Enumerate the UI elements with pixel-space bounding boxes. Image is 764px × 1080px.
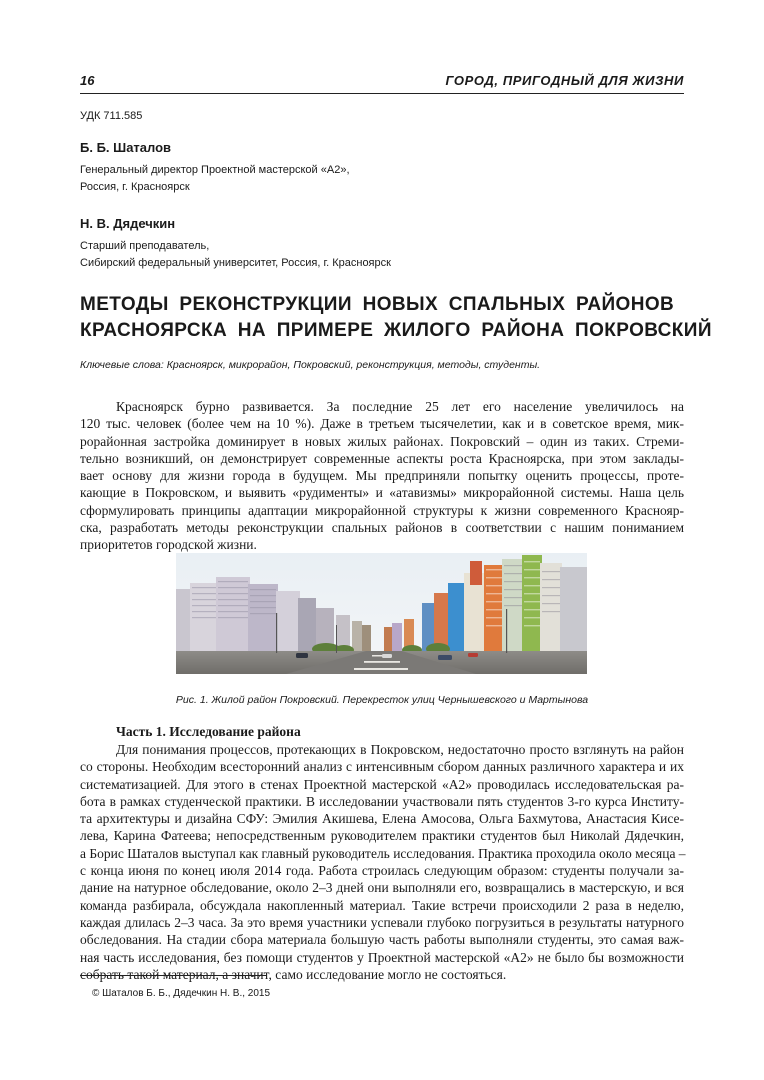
affiliation-line: Старший преподаватель, [80,240,210,252]
author-affiliation [80,238,391,272]
udk-code: УДК 711.585 [80,110,143,122]
text-line: систематизацией. Для этого в стенах Проектной мастерской «А2» проводилась исследовательская ра- [80,776,684,792]
text-line: дание на натурное обследование, около 2–3 дней они выполняли его, возвращались в мастерскую, и вся [80,880,684,896]
text-line: команда разбирала, обсуждала накопленный материал. Такие встречи происходили 2 раза в неделю, [80,897,684,913]
figure-caption: Рис. 1. Жилой район Покровский. Перекресток улиц Чернышевского и Мартынова [175,694,589,706]
text-line: обследования. На стадии сбора материала большую часть работы выполняли студенты, это самая важ- [80,932,684,948]
district-photo [176,553,587,674]
section-paragraph [80,741,684,983]
text-line: Для понимания процессов, протекающих в Покровском, недостаточно просто взглянуть на район [116,742,684,757]
intro-paragraph [80,398,684,554]
text-line: тельно возникший, он демонстрирует современные аспекты роста Красноярска, при этом заклады- [80,450,684,466]
footnote-rule [80,975,266,976]
text-line: сформулировать принципы адаптации микрорайонной структуры к жизни современного Краснояр- [80,502,684,518]
affiliation-line: Генеральный директор Проектной мастерской «А2», [80,164,350,176]
running-title: ГОРОД, ПРИГОДНЫЙ ДЛЯ ЖИЗНИ [445,73,684,88]
header-rule [80,93,684,94]
text-line: Красноярск бурно развивается. За последние 25 лет его население увеличилось на [116,399,684,414]
text-line: с конца июня по конец июля 2014 года. Работа строилась следующим образом: студенты получали за- [80,863,684,879]
keywords: Ключевые слова: Красноярск, микрорайон, Покровский, реконструкция, методы, студенты. [80,359,541,371]
text-line: кающие в Покровском, и выявить «рудименты» и «атавизмы» микрорайонной системы. Наша цель [80,485,684,501]
text-line: лева, Карина Фатеева; непосредственным руководителем практики студентов был Николай Дядечкин, [80,828,684,844]
article-title-line: МЕТОДЫ РЕКОНСТРУКЦИИ НОВЫХ СПАЛЬНЫХ РАЙОНОВ [80,294,675,315]
text-line: а Борис Шаталов выступал как главный руководитель исследования. Практика проходила около месяца – [80,845,686,861]
author-name: Н. В. Дядечкин [80,216,176,231]
text-line: 120 тыс. человек (более чем на 10 %). Даже в третьем тысячелетии, как и в советское время, мик- [80,416,684,432]
text-line: та архитектуры и дизайна СФУ: Эмилия Акишева, Елена Амосова, Ольга Бахмутова, Анастасия Кисе- [80,811,684,827]
text-line: вает основу для жизни города в будущем. Мы предприняли попытку оценить процессы, проте- [80,468,684,484]
text-line: каждая длилась 2–3 часа. За это время участники успевали глубоко погрузиться в результаты натурного [80,914,684,930]
page-number: 16 [80,73,95,88]
author-affiliation [80,162,350,196]
affiliation-line: Сибирский федеральный университет, Россия, г. Красноярск [80,257,391,269]
text-line: рорайонная застройка доминирует в новых жилых районах. Покровский – один из таких. Стреми- [80,433,684,449]
author-name: Б. Б. Шаталов [80,140,172,155]
copyright-footnote: © Шаталов Б. Б., Дядечкин Н. В., 2015 [92,988,271,999]
text-line: ная часть исследования, без помощи студентов у Проектной мастерской «А2» не было бы возможности [80,949,684,965]
text-line: ска, разработать методы реконструкции спальных районов в соответствии с нашим пониманием [80,520,684,536]
section-heading: Часть 1. Исследование района [116,724,301,739]
street-panorama-image [176,553,587,674]
text-line: собрать такой материал, а значит, само исследование могло не состояться. [80,966,507,982]
article-title-line: КРАСНОЯРСКА НА ПРИМЕРЕ ЖИЛОГО РАЙОНА ПОКРОВСКИЙ [80,320,712,341]
text-line: бота в рамках студенческой практики. В исследовании участвовали пять студентов 3-го курса Институ- [80,793,684,809]
text-line: со стороны. Необходим всесторонний анализ с интенсивным сбором данных различного характера и их [80,759,684,775]
text-line: приоритетов городской жизни. [80,537,257,553]
affiliation-line: Россия, г. Красноярск [80,181,190,193]
